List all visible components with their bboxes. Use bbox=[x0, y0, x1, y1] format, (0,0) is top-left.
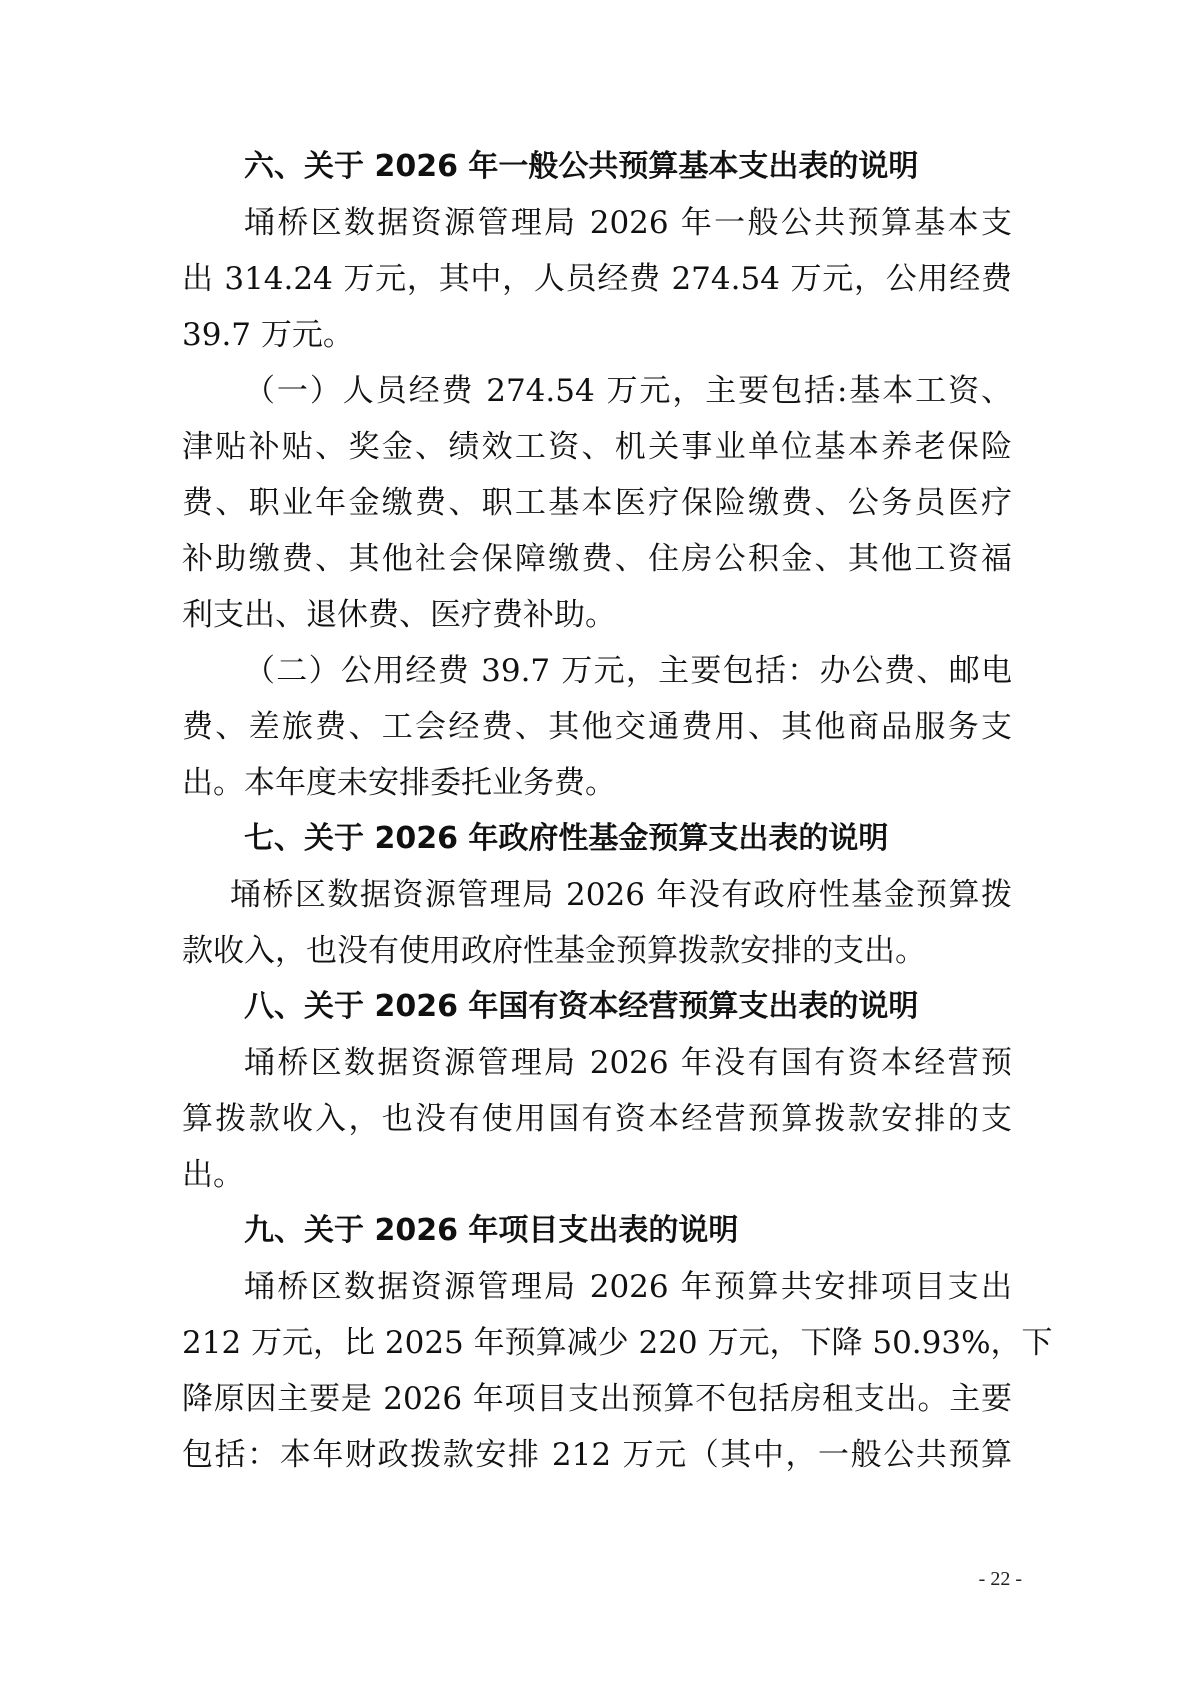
paragraph-line: 出。本年度未安排委托业务费。 bbox=[182, 765, 616, 801]
section-heading-7: 七、关于 2026 年政府性基金预算支出表的说明 bbox=[244, 821, 889, 856]
paragraph-line: 算拨款收入，也没有使用国有资本经营预算拨款安排的支 bbox=[182, 1101, 1012, 1137]
section-heading-6: 六、关于 2026 年一般公共预算基本支出表的说明 bbox=[244, 149, 919, 184]
paragraph-line: （二）公用经费 39.7 万元，主要包括：办公费、邮电 bbox=[244, 653, 1012, 689]
paragraph-line: 津贴补贴、奖金、绩效工资、机关事业单位基本养老保险 bbox=[182, 429, 1012, 465]
paragraph-line: 39.7 万元。 bbox=[182, 317, 354, 353]
paragraph-line: 降原因主要是 2026 年项目支出预算不包括房租支出。主要 bbox=[182, 1381, 1012, 1417]
paragraph-line: 埇桥区数据资源管理局 2026 年预算共安排项目支出 bbox=[244, 1269, 1012, 1305]
paragraph-line: 补助缴费、其他社会保障缴费、住房公积金、其他工资福 bbox=[182, 541, 1012, 577]
section-heading-9: 九、关于 2026 年项目支出表的说明 bbox=[244, 1213, 739, 1248]
paragraph-line: 费、差旅费、工会经费、其他交通费用、其他商品服务支 bbox=[182, 709, 1012, 745]
paragraph-line: 费、职业年金缴费、职工基本医疗保险缴费、公务员医疗 bbox=[182, 485, 1012, 521]
paragraph-line: 埇桥区数据资源管理局 2026 年一般公共预算基本支 bbox=[244, 205, 1012, 241]
paragraph-line: 款收入，也没有使用政府性基金预算拨款安排的支出。 bbox=[182, 933, 926, 969]
paragraph-line: 埇桥区数据资源管理局 2026 年没有国有资本经营预 bbox=[244, 1045, 1012, 1081]
paragraph-line: 包括：本年财政拨款安排 212 万元（其中，一般公共预算 bbox=[182, 1437, 1012, 1473]
paragraph-line: 出。 bbox=[182, 1157, 244, 1193]
paragraph-line: 出 314.24 万元，其中，人员经费 274.54 万元，公用经费 bbox=[182, 261, 1012, 297]
paragraph-line: （一）人员经费 274.54 万元，主要包括:基本工资、 bbox=[244, 373, 1012, 409]
page-number: - 22 - bbox=[978, 1568, 1022, 1590]
paragraph-line: 212 万元，比 2025 年预算减少 220 万元，下降 50.93%，下 bbox=[182, 1325, 1053, 1361]
paragraph-line: 利支出、退休费、医疗费补助。 bbox=[182, 597, 616, 633]
paragraph-line: 埇桥区数据资源管理局 2026 年没有政府性基金预算拨 bbox=[230, 877, 1012, 913]
section-heading-8: 八、关于 2026 年国有资本经营预算支出表的说明 bbox=[244, 989, 919, 1024]
